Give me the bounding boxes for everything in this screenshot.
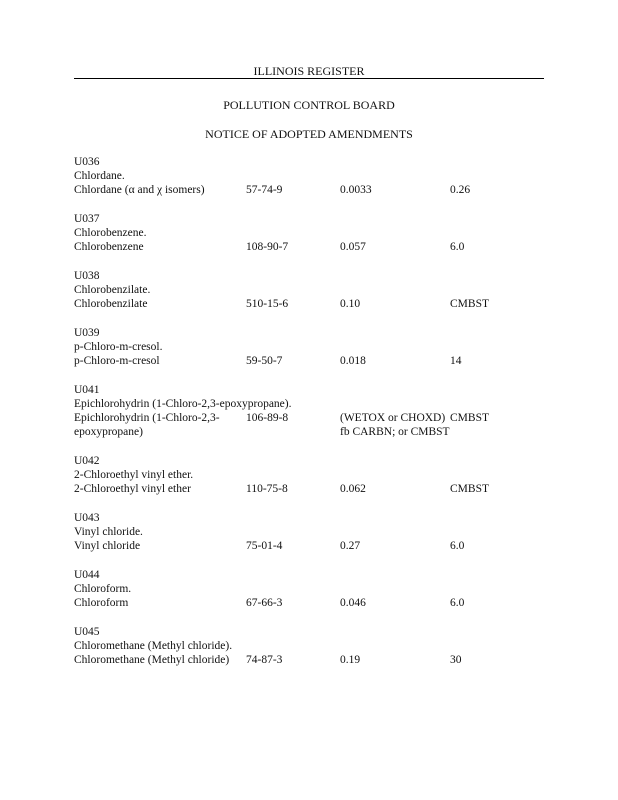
cas-number: 57-74-9 (246, 184, 283, 196)
waste-entry (74, 155, 554, 197)
nonwastewater-standard: 6.0 (450, 597, 465, 609)
waste-entry (74, 511, 554, 553)
cas-number: 108-90-7 (246, 241, 289, 253)
waste-code: U039 (74, 327, 100, 339)
constituent-name: Chlorobenzilate (74, 298, 148, 310)
standard-row (74, 539, 554, 553)
cas-number: 74-87-3 (246, 654, 283, 666)
nonwastewater-standard: CMBST (450, 298, 489, 310)
constituent-name: Chlordane (α and χ isomers) (74, 184, 205, 196)
cas-number: 110-75-8 (246, 483, 288, 495)
standard-row (74, 653, 554, 667)
waste-name: Chloroform. (74, 583, 132, 595)
header-rule (74, 78, 544, 79)
nonwastewater-standard: 6.0 (450, 540, 465, 552)
nonwastewater-standard: 6.0 (450, 241, 465, 253)
standard-row (74, 297, 554, 311)
wastewater-standard: 0.0033 (340, 184, 372, 196)
waste-code: U037 (74, 213, 100, 225)
waste-code: U043 (74, 512, 100, 524)
constituent-name: Chloromethane (Methyl chloride) (74, 654, 230, 666)
waste-name: Chlorobenzilate. (74, 284, 151, 296)
waste-name: p-Chloro-m-cresol. (74, 341, 163, 353)
standard-row (74, 411, 554, 439)
waste-code: U044 (74, 569, 100, 581)
nonwastewater-standard: 0.26 (450, 184, 471, 196)
constituent-name: 2-Chloroethyl vinyl ether (74, 483, 191, 495)
waste-name: Vinyl chloride. (74, 526, 143, 538)
waste-name: Epichlorohydrin (1-Chloro-2,3-epoxypropane). (74, 398, 292, 410)
waste-name: Chloromethane (Methyl chloride). (74, 640, 233, 652)
waste-entry (74, 568, 554, 610)
cas-number: 67-66-3 (246, 597, 283, 609)
standard-row (74, 183, 554, 197)
nonwastewater-standard: CMBST (450, 483, 489, 495)
wastewater-standard: 0.018 (340, 355, 366, 367)
waste-name: Chlordane. (74, 170, 125, 182)
register-title: ILLINOIS REGISTER (253, 64, 365, 78)
wastewater-standard: 0.062 (340, 483, 366, 495)
wastewater-standard: 0.27 (340, 540, 361, 552)
nonwastewater-standard: 14 (450, 355, 462, 367)
notice-title: NOTICE OF ADOPTED AMENDMENTS (205, 127, 413, 141)
waste-entry (74, 625, 554, 667)
waste-entry (74, 383, 554, 439)
nonwastewater-standard: 30 (450, 654, 462, 666)
constituent-name: Chlorobenzene (74, 241, 144, 253)
cas-number: 75-01-4 (246, 540, 283, 552)
wastewater-standard: (WETOX or CHOXD) fb CARBN; or CMBST (340, 412, 450, 438)
waste-code: U038 (74, 270, 100, 282)
constituent-name: p-Chloro-m-cresol (74, 355, 160, 367)
waste-code-list (74, 155, 554, 682)
standard-row (74, 596, 554, 610)
waste-code: U042 (74, 455, 100, 467)
waste-code: U045 (74, 626, 100, 638)
constituent-name: Epichlorohydrin (1-Chloro-2,3-epoxypropane) (74, 412, 220, 438)
wastewater-standard: 0.10 (340, 298, 361, 310)
cas-number: 59-50-7 (246, 355, 283, 367)
cas-number: 106-89-8 (246, 412, 289, 424)
waste-code: U036 (74, 156, 100, 168)
constituent-name: Vinyl chloride (74, 540, 141, 552)
waste-code: U041 (74, 384, 100, 396)
standard-row (74, 482, 554, 496)
waste-name: Chlorobenzene. (74, 227, 147, 239)
nonwastewater-standard: CMBST (450, 412, 489, 424)
wastewater-standard: 0.046 (340, 597, 366, 609)
waste-entry (74, 454, 554, 496)
waste-entry (74, 326, 554, 368)
wastewater-standard: 0.19 (340, 654, 361, 666)
constituent-name: Chloroform (74, 597, 129, 609)
waste-name: 2-Chloroethyl vinyl ether. (74, 469, 194, 481)
waste-entry (74, 269, 554, 311)
standard-row (74, 240, 554, 254)
standard-row (74, 354, 554, 368)
cas-number: 510-15-6 (246, 298, 289, 310)
wastewater-standard: 0.057 (340, 241, 366, 253)
waste-entry (74, 212, 554, 254)
board-name: POLLUTION CONTROL BOARD (223, 98, 395, 112)
